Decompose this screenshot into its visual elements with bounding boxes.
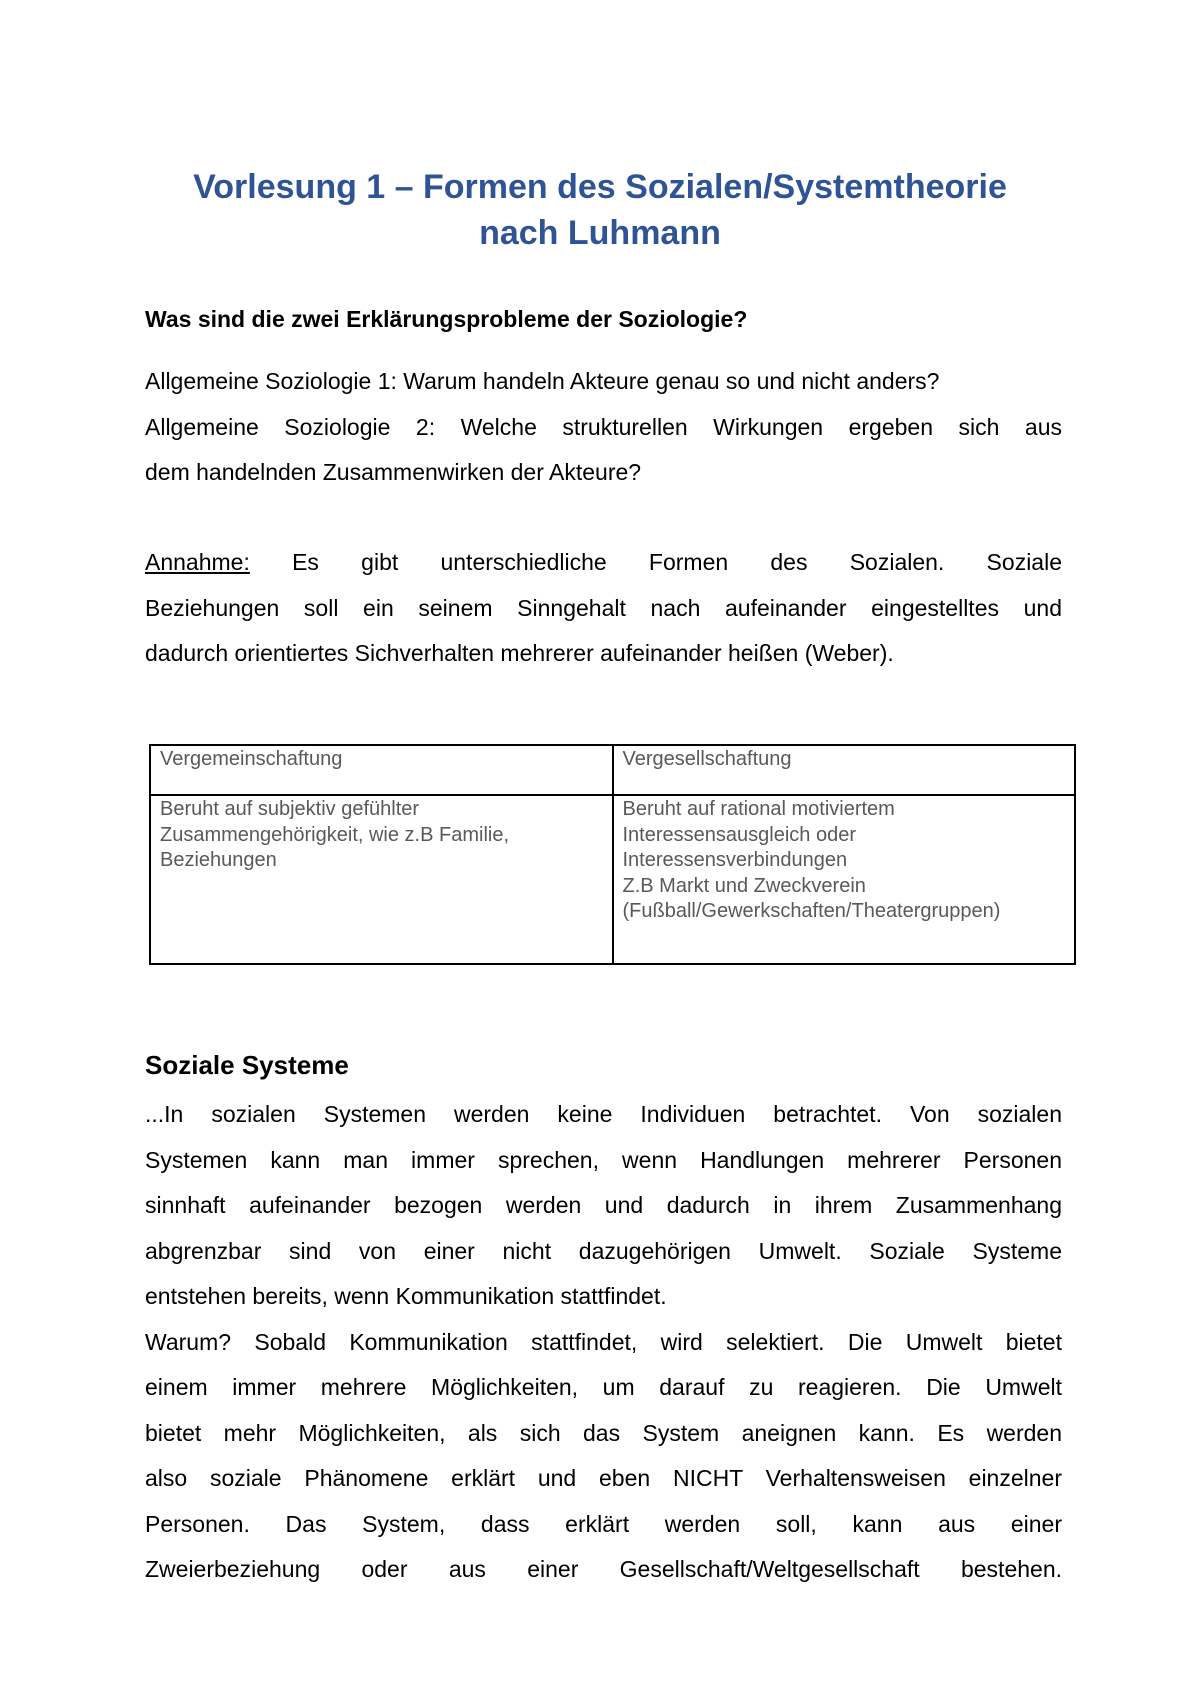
section-line: einem immer mehrere Möglichkeiten, um darauf zu reagieren. Die Umwelt [145, 1374, 1062, 1400]
assumption-paragraph [145, 540, 1062, 677]
section-line: bietet mehr Möglichkeiten, als sich das System aneignen kann. Es werden [145, 1419, 1062, 1446]
section-paragraph [145, 1092, 1062, 1593]
table-header-row [150, 745, 1075, 795]
section-line: also soziale Phänomene erklärt und eben NICHT Verhaltensweisen einzelner [145, 1465, 1062, 1491]
section-line: sinnhaft aufeinander bezogen werden und dadurch in ihrem Zusammenhang [145, 1192, 1062, 1218]
intro-line-1: Allgemeine Soziologie 1: Warum handeln Akteure genau so und nicht anders? [145, 368, 940, 394]
table-header-cell: Vergesellschaftung [613, 745, 1076, 795]
assumption-label: Annahme: [145, 549, 250, 575]
table-cell-line: Beziehungen [160, 849, 277, 871]
intro-paragraph [145, 359, 1062, 496]
table-cell-line: Zusammengehörigkeit, wie z.B Familie, [160, 823, 510, 846]
intro-line-3: dem handelnden Zusammenwirken der Akteure? [145, 459, 642, 485]
section-line: ...In sozialen Systemen werden keine Individuen betrachtet. Von sozialen [145, 1101, 1062, 1127]
table-cell-line: Beruht auf rational motiviertem [622, 798, 895, 820]
assumption-line-3: dadurch orientiertes Sichverhalten mehrerer aufeinander heißen (Weber). [145, 640, 894, 666]
section-heading: Soziale Systeme [145, 1050, 349, 1080]
page-title-line-1: Vorlesung 1 – Formen des Sozialen/Systemtheorie [193, 168, 1007, 206]
assumption-line-2: Beziehungen soll ein seinem Sinngehalt nach aufeinander eingestelltes und [145, 594, 1062, 621]
intro-line-2: Allgemeine Soziologie 2: Welche strukturellen Wirkungen ergeben sich aus [145, 413, 1062, 440]
assumption-line-1 [145, 540, 1062, 586]
table-row [150, 795, 1075, 964]
comparison-table [149, 744, 1076, 965]
section-line: Zweierbeziehung oder aus einer Gesellschaft/Weltgesellschaft bestehen. [145, 1556, 1062, 1582]
section-line: entstehen bereits, wenn Kommunikation stattfindet. [145, 1283, 667, 1309]
table-cell-right [613, 795, 1076, 964]
table-cell-line: Z.B Markt und Zweckverein [622, 874, 866, 897]
question-heading: Was sind die zwei Erklärungsprobleme der Soziologie? [145, 306, 748, 332]
page-title-line-2: nach Luhmann [479, 214, 721, 252]
table-cell-line: Beruht auf subjektiv gefühlter [160, 798, 420, 820]
table-header-cell: Vergemeinschaftung [150, 745, 613, 795]
page-title [120, 164, 1080, 256]
section-line: Personen. Das System, dass erklärt werden soll, kann aus einer [145, 1510, 1062, 1537]
section-line: abgrenzbar sind von einer nicht dazugehörigen Umwelt. Soziale Systeme [145, 1237, 1062, 1264]
section-line: Systemen kann man immer sprechen, wenn Handlungen mehrerer Personen [145, 1146, 1062, 1173]
table-cell-left [150, 795, 613, 964]
table-cell-line: Interessensausgleich oder [622, 823, 856, 846]
table-cell-line: (Fußball/Gewerkschaften/Theatergruppen) [622, 900, 1001, 922]
table-cell-line: Interessensverbindungen [622, 849, 848, 871]
section-line: Warum? Sobald Kommunikation stattfindet, wird selektiert. Die Umwelt bietet [145, 1328, 1062, 1355]
assumption-line-1-text: Es gibt unterschiedliche Formen des Sozialen. Soziale [249, 549, 1062, 575]
